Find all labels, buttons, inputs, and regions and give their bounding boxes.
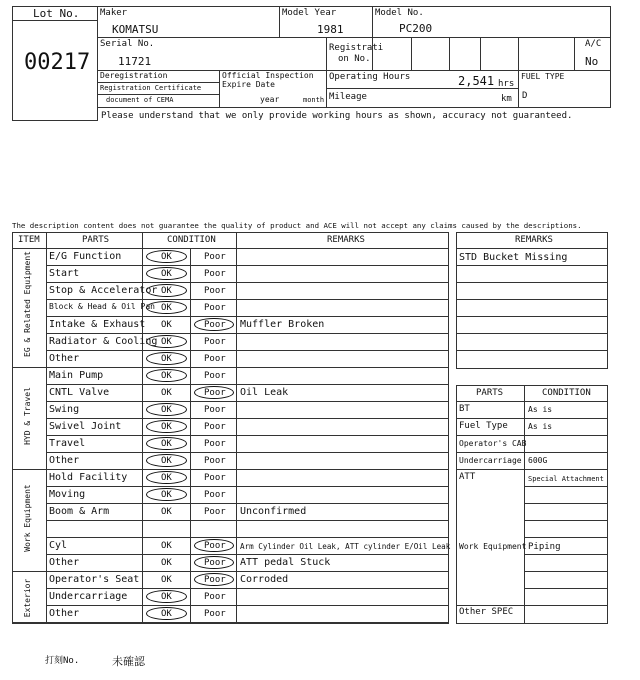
- serial-label: Serial No.: [100, 39, 155, 49]
- maker-value: KOMATSU: [112, 23, 159, 36]
- selected-circle: [146, 301, 187, 314]
- selected-circle: [146, 284, 187, 297]
- model-no-value: PC200: [399, 22, 433, 35]
- poor-option[interactable]: Poor: [204, 575, 226, 585]
- selected-circle: [146, 369, 187, 382]
- part-label: Radiator & Cooling: [49, 336, 158, 347]
- part-label: Travel: [49, 438, 86, 449]
- parts-row-label: Undercarriage: [459, 456, 522, 465]
- poor-option[interactable]: Poor: [204, 507, 226, 517]
- remark-text: ATT pedal Stuck: [240, 557, 331, 568]
- selected-circle: [146, 352, 187, 365]
- parts-row-value: As is: [528, 405, 553, 414]
- selected-circle: [146, 267, 187, 280]
- group-label: EG & Related Equipment: [23, 251, 32, 357]
- group-label: HYD & Travel: [23, 387, 32, 445]
- poor-option[interactable]: Poor: [204, 303, 226, 313]
- part-label: Cyl: [49, 540, 68, 551]
- ok-option[interactable]: OK: [161, 286, 172, 296]
- parts-row-label: Fuel Type: [459, 421, 508, 431]
- remarks-box-header: REMARKS: [515, 235, 553, 245]
- parts-row-label: BT: [459, 404, 470, 414]
- part-label: Operator's Seat: [49, 574, 140, 585]
- group-label: Exterior: [23, 578, 32, 618]
- part-label: Swivel Joint: [49, 421, 122, 432]
- parts-row-value: Piping: [528, 542, 561, 552]
- parts-row-value: As is: [528, 422, 553, 431]
- ok-option[interactable]: OK: [161, 456, 172, 466]
- poor-option[interactable]: Poor: [204, 354, 226, 364]
- parts-row-label: ATT: [459, 472, 476, 482]
- part-label: Stop & Accelerator: [49, 285, 158, 296]
- poor-option[interactable]: Poor: [204, 473, 226, 483]
- fuel-type-label: FUEL TYPE: [521, 72, 565, 81]
- fuel-type-value: D: [522, 91, 528, 101]
- poor-option[interactable]: Poor: [204, 456, 226, 466]
- condition-header: CONDITION: [542, 388, 591, 398]
- poor-option[interactable]: Poor: [204, 252, 226, 262]
- ok-option[interactable]: OK: [161, 609, 172, 619]
- part-label: Other: [49, 353, 80, 364]
- ac-label: A/C: [585, 39, 602, 49]
- ok-option[interactable]: OK: [161, 252, 172, 262]
- parts-row-value: Special Attachment: [528, 475, 604, 483]
- poor-option[interactable]: Poor: [204, 337, 226, 347]
- ok-option[interactable]: OK: [161, 422, 172, 432]
- poor-option[interactable]: Poor: [204, 422, 226, 432]
- ok-option[interactable]: OK: [161, 490, 172, 500]
- parts-row-label: Operator's CAB: [459, 439, 527, 448]
- ok-option[interactable]: OK: [161, 592, 172, 602]
- serial-value: 11721: [118, 55, 152, 68]
- disclaimer: The description content does not guarantee the quality of product and ACE will not accept any claims caused by the descriptions.: [12, 221, 582, 230]
- hrs-unit: hrs: [498, 79, 515, 89]
- part-label: E/G Function: [49, 251, 122, 262]
- lot-number: 00217: [24, 50, 91, 75]
- remark-text: Corroded: [240, 574, 289, 585]
- ok-option[interactable]: OK: [161, 558, 172, 568]
- selected-circle: [194, 573, 234, 586]
- ok-option[interactable]: OK: [161, 575, 172, 585]
- selected-circle: [194, 556, 234, 569]
- parts-row-value: 600G: [528, 456, 548, 465]
- poor-option[interactable]: Poor: [204, 541, 226, 551]
- part-label: Undercarriage: [49, 591, 128, 602]
- selected-circle: [146, 488, 187, 501]
- operating-hours-label: Operating Hours: [329, 72, 411, 82]
- poor-option[interactable]: Poor: [204, 439, 226, 449]
- part-label: Start: [49, 268, 80, 279]
- registration-certificate-label: Registration Certificate: [100, 84, 202, 92]
- ok-option[interactable]: OK: [161, 541, 172, 551]
- part-label: Hold Facility: [49, 472, 128, 483]
- header-parts: PARTS: [82, 235, 110, 245]
- selected-circle: [146, 607, 187, 620]
- selected-circle: [146, 590, 187, 603]
- part-label: Moving: [49, 489, 86, 500]
- ok-option[interactable]: OK: [161, 269, 172, 279]
- selected-circle: [194, 539, 234, 552]
- selected-circle: [146, 420, 187, 433]
- selected-circle: [194, 318, 234, 331]
- part-label: Block & Head & Oil Pan: [49, 302, 155, 311]
- poor-option[interactable]: Poor: [204, 286, 226, 296]
- maker-label: Maker: [100, 8, 128, 18]
- ok-option[interactable]: OK: [161, 507, 172, 517]
- poor-option[interactable]: Poor: [204, 558, 226, 568]
- poor-option[interactable]: Poor: [204, 371, 226, 381]
- ok-option[interactable]: OK: [161, 320, 172, 330]
- ok-option[interactable]: OK: [161, 439, 172, 449]
- parts-row-label: Other SPEC: [459, 607, 514, 617]
- ac-value: No: [585, 55, 599, 68]
- ok-option[interactable]: OK: [161, 405, 172, 415]
- month-label: month: [303, 96, 325, 104]
- registration-label-2: on No.: [338, 54, 371, 64]
- selected-circle: [146, 454, 187, 467]
- selected-circle: [146, 471, 187, 484]
- mileage-label: Mileage: [329, 92, 367, 102]
- remark-text: Unconfirmed: [240, 506, 307, 517]
- cema-label: document of CEMA: [106, 96, 174, 104]
- selected-circle: [146, 437, 187, 450]
- selected-circle: [194, 386, 234, 399]
- stamp-label: 打刻No.: [45, 656, 80, 666]
- registration-label-1: Registrati: [329, 43, 384, 53]
- selected-circle: [146, 403, 187, 416]
- operating-hours-value: 2,541: [458, 74, 495, 88]
- header-remarks: REMARKS: [327, 235, 365, 245]
- remarks-box-text: STD Bucket Missing: [459, 252, 568, 263]
- ok-option[interactable]: OK: [161, 388, 172, 398]
- poor-option[interactable]: Poor: [204, 609, 226, 619]
- group-label: Work Equipment: [23, 484, 32, 552]
- accuracy-note: Please understand that we only provide working hours as shown, accuracy not guaranteed.: [101, 111, 573, 121]
- model-no-label: Model No.: [375, 8, 424, 18]
- part-label: Swing: [49, 404, 80, 415]
- inspection-label-2: Expire Date: [222, 80, 275, 89]
- model-year-label: Model Year: [282, 8, 337, 18]
- lot-label: Lot No.: [33, 7, 80, 20]
- parts-row-label: Work Equipment: [459, 542, 527, 551]
- km-unit: km: [501, 94, 512, 104]
- poor-option[interactable]: Poor: [204, 388, 226, 398]
- part-label: Intake & Exhaust: [49, 319, 146, 330]
- parts-header: PARTS: [476, 388, 504, 398]
- part-label: Other: [49, 557, 80, 568]
- year-label: year: [260, 95, 280, 104]
- remark-text: Arm Cylinder Oil Leak, ATT cylinder E/Oil Leak: [240, 542, 451, 551]
- inspection-label-1: Official Inspection: [222, 71, 314, 80]
- ok-option[interactable]: OK: [161, 371, 172, 381]
- part-label: Boom & Arm: [49, 506, 110, 517]
- remark-text: Muffler Broken: [240, 319, 325, 330]
- poor-option[interactable]: Poor: [204, 490, 226, 500]
- selected-circle: [146, 335, 187, 348]
- ok-option[interactable]: OK: [161, 354, 172, 364]
- part-label: CNTL Valve: [49, 387, 110, 398]
- deregistration-label: Deregistration: [100, 71, 168, 80]
- selected-circle: [146, 250, 187, 263]
- ok-option[interactable]: OK: [161, 303, 172, 313]
- part-label: Other: [49, 608, 80, 619]
- poor-option[interactable]: Poor: [204, 592, 226, 602]
- part-label: Main Pump: [49, 370, 104, 381]
- stamp-value: 未確認: [112, 655, 145, 668]
- poor-option[interactable]: Poor: [204, 320, 226, 330]
- remark-text: Oil Leak: [240, 387, 289, 398]
- ok-option[interactable]: OK: [161, 473, 172, 483]
- part-label: Other: [49, 455, 80, 466]
- model-year-value: 1981: [317, 23, 344, 36]
- poor-option[interactable]: Poor: [204, 405, 226, 415]
- header-condition: CONDITION: [167, 235, 216, 245]
- header-item: ITEM: [18, 235, 40, 245]
- poor-option[interactable]: Poor: [204, 269, 226, 279]
- ok-option[interactable]: OK: [161, 337, 172, 347]
